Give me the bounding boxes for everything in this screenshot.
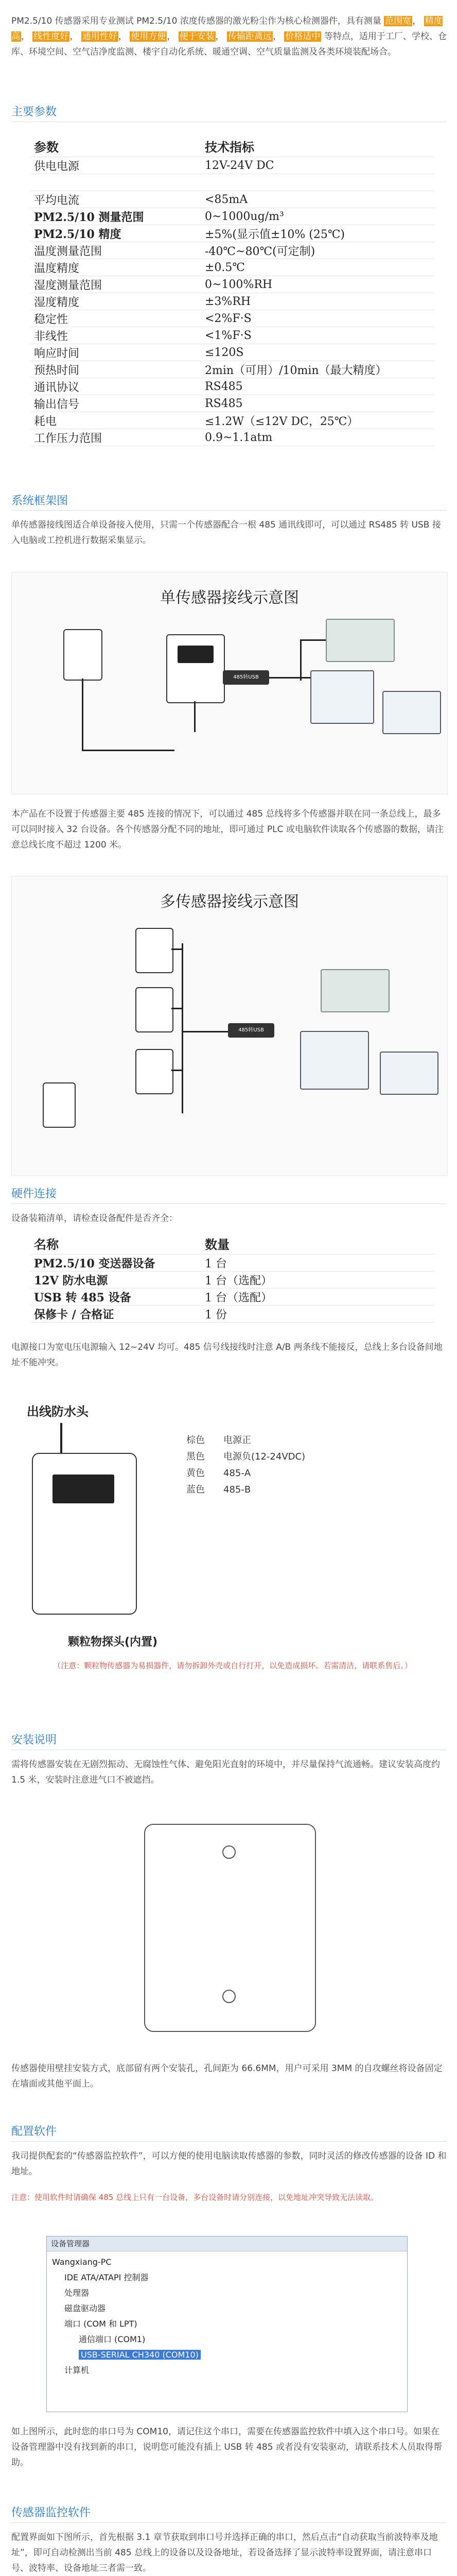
spec-row bbox=[31, 344, 434, 361]
usb485-adapter-icon: 485转USB bbox=[223, 670, 269, 685]
spec-row bbox=[31, 174, 434, 191]
tree-item-com1[interactable]: 通信端口 (COM1) bbox=[79, 2334, 146, 2344]
spec-value: <2%F·S bbox=[202, 310, 434, 327]
spec-value: ±0.5℃ bbox=[202, 259, 434, 276]
packing-row bbox=[31, 1272, 434, 1289]
intro-highlight: 传输距离远 bbox=[228, 31, 272, 42]
config-paragraph: 我司提供配套的“传感器监控软件”，可以方便的使用电脑读取传感器的参数，同时灵活的修改传感器的设备 ID 和地址。 bbox=[11, 2151, 447, 2177]
spec-row bbox=[31, 242, 434, 259]
tree-item-root[interactable]: Wangxiang-PC bbox=[52, 2257, 112, 2267]
tree-item[interactable]: IDE ATA/ATAPI 控制器 bbox=[64, 2273, 149, 2282]
plc-icon bbox=[326, 619, 395, 662]
spec-value: 0.9~1.1atm bbox=[202, 429, 434, 446]
bus-cable bbox=[300, 639, 302, 681]
spec-key: 稳定性 bbox=[31, 310, 202, 327]
single-wiring-figure bbox=[11, 572, 448, 794]
sensor-back-icon bbox=[144, 1824, 316, 2032]
sensor-screen bbox=[178, 646, 214, 663]
monitor-paragraph: 配置界面如下图所示，首先根据 3.1 章节获取到串口号并选择正确的串口，然后点击“自动获取当前波特率及地址”，即可自动检测出当前 485 总线上的设备以及设备地址，若设备选择了显示波特率设置界面，请注意串口号、波特率、设备地址三者需一致。 bbox=[11, 2532, 438, 2573]
wire-function: 电源正 bbox=[223, 1435, 251, 1446]
bus-cable bbox=[171, 1008, 183, 1009]
intro-text-end: 等特点，适用于工厂、学校、仓库、环境空间、空气洁净度监测、楼宇自动化系统、暖通空调、空气质量监测及各类环境装配场合。 bbox=[11, 31, 447, 57]
config-note: 注意：使用软件时请确保 485 总线上只有一台设备，多台设备时请分别连接，以免地址冲突导致无法读取。 bbox=[11, 2193, 379, 2202]
intro-highlight: 价格适中 bbox=[285, 31, 321, 42]
signal-cable bbox=[194, 701, 196, 732]
wire-color: 棕色 bbox=[186, 1435, 205, 1446]
config-after: 如上图所示，此时您的串口号为 COM10，请记住这个串口，需要在传感器监控软件中填入这个串口号。如果在设备管理器中没有找到新的串口，说明您可能没有插上 USB 转 485 或者没有安装驱动，请联系技术人员取得帮助。 bbox=[11, 2427, 442, 2468]
window-title: 设备管理器 bbox=[47, 2236, 407, 2251]
wire-color: 蓝色 bbox=[186, 1484, 205, 1495]
spec-key: PM2.5/10 测量范围 bbox=[31, 208, 202, 225]
spec-value: 0~100%RH bbox=[202, 276, 434, 293]
spec-row bbox=[31, 208, 434, 225]
spec-row bbox=[31, 276, 434, 293]
packing-qty: 1 台（选配） bbox=[202, 1289, 434, 1306]
usb-cable bbox=[269, 677, 315, 679]
intro-highlight: 线性度好 bbox=[33, 31, 69, 42]
spec-value: <1%F·S bbox=[202, 327, 434, 344]
spec-value bbox=[202, 174, 434, 191]
section-title-monitor: 传感器监控软件 bbox=[11, 2506, 91, 2519]
spec-key: 输出信号 bbox=[31, 395, 202, 412]
wire-row bbox=[186, 1465, 305, 1482]
bus-cable bbox=[182, 943, 183, 1113]
multi-wiring-figure bbox=[11, 876, 448, 1176]
packing-name: 12V 防水电源 bbox=[31, 1272, 202, 1289]
spec-row bbox=[31, 310, 434, 327]
spec-key: 通讯协议 bbox=[31, 378, 202, 395]
wall-note: 传感器使用壁挂安装方式，底部留有两个安装孔，孔间距为 66.6MM，用户可采用 3MM 的自攻螺丝将设备固定在墙面或其他平面上。 bbox=[11, 2063, 443, 2089]
packing-header-name: 名称 bbox=[31, 1232, 202, 1255]
pc-icon bbox=[300, 1031, 369, 1090]
intro-highlight: 范围宽 bbox=[385, 16, 412, 26]
spec-value: ±5%(显示值±10% (25℃) bbox=[202, 225, 434, 242]
spec-row bbox=[31, 327, 434, 344]
power-cable bbox=[82, 750, 174, 751]
cable-title: 出线防水头 bbox=[27, 1404, 89, 1419]
plc-icon bbox=[321, 969, 390, 1012]
device-wiring-figure bbox=[11, 1391, 447, 1721]
software-window-icon bbox=[382, 691, 441, 734]
packing-row bbox=[31, 1289, 434, 1306]
wire-function: 电源负(12-24VDC) bbox=[223, 1451, 306, 1462]
spec-key: 温度精度 bbox=[31, 259, 202, 276]
divider bbox=[11, 510, 447, 511]
spec-value: <85mA bbox=[202, 191, 434, 208]
sensor-device-icon bbox=[166, 634, 225, 703]
spec-value: RS485 bbox=[202, 395, 434, 412]
wire-row bbox=[186, 1449, 305, 1465]
pc-icon bbox=[310, 670, 374, 724]
packing-row bbox=[31, 1255, 434, 1272]
intro-highlight: 使用方便 bbox=[131, 31, 166, 42]
sensor-device-icon bbox=[32, 1453, 137, 1615]
spec-row bbox=[31, 157, 434, 174]
mount-hole-icon bbox=[222, 1845, 236, 1859]
power-cable bbox=[82, 679, 83, 751]
wire-row bbox=[186, 1482, 305, 1498]
packing-name: USB 转 485 设备 bbox=[31, 1289, 202, 1306]
spec-value: -40℃~80℃(可定制) bbox=[202, 242, 434, 259]
intro-text-start: PM2.5/10 传感器采用专业测试 PM2.5/10 浓度传感器的激光粉尘作为核心检测器件，具有测量 bbox=[11, 16, 381, 26]
spec-value: 2min（可用）/10min（最大精度） bbox=[202, 361, 434, 378]
usb485-adapter-icon: 485转USB bbox=[228, 1023, 274, 1038]
packing-header-row bbox=[31, 1232, 434, 1255]
hardware-paragraph: 设备装箱清单，请检查设备配件是否齐全： bbox=[11, 1213, 178, 1224]
spec-key: 温度测量范围 bbox=[31, 242, 202, 259]
section-title-hardware: 硬件连接 bbox=[11, 1188, 57, 1200]
packing-row bbox=[31, 1306, 434, 1323]
section-title-system: 系统框架图 bbox=[11, 495, 68, 507]
sensor-screen bbox=[52, 1475, 114, 1503]
tree-item[interactable]: 计算机 bbox=[64, 2365, 90, 2375]
system-paragraph: 单传感器接线图适合单设备接入使用，只需一个传感器配合一根 485 通讯线即可，可以通过 RS485 转 USB 接入电脑或工控机进行数据采集显示。 bbox=[11, 520, 441, 546]
divider bbox=[11, 2522, 447, 2523]
spec-row bbox=[31, 225, 434, 242]
wire-function: 485-A bbox=[223, 1468, 251, 1479]
sensor-device-icon bbox=[135, 987, 173, 1032]
spec-row bbox=[31, 395, 434, 412]
power-note: 电源接口为宽电压电源输入 12~24V 均可。485 信号线接线时注意 A/B 两条线不能接反，总线上多台设备间地址不能冲突。 bbox=[11, 1342, 443, 1368]
spec-value: RS485 bbox=[202, 378, 434, 395]
spec-row bbox=[31, 378, 434, 395]
spec-key: 非线性 bbox=[31, 327, 202, 344]
bus-cable bbox=[300, 639, 326, 641]
spec-key: PM2.5/10 精度 bbox=[31, 225, 202, 242]
software-window-icon bbox=[380, 1052, 438, 1095]
spec-key: 湿度测量范围 bbox=[31, 276, 202, 293]
spec-key: 工作压力范围 bbox=[31, 429, 202, 446]
divider bbox=[11, 2141, 447, 2142]
packing-qty: 1 台 bbox=[202, 1255, 434, 1272]
packing-qty: 1 台（选配） bbox=[202, 1272, 434, 1289]
spec-header-row bbox=[31, 135, 434, 157]
spec-row bbox=[31, 412, 434, 429]
mount-hole-icon bbox=[222, 1990, 236, 2003]
intro-highlight: 通用性好 bbox=[82, 31, 117, 42]
packing-name: 保修卡 / 合格证 bbox=[31, 1306, 202, 1323]
spec-table bbox=[31, 135, 434, 446]
sensor-device-icon bbox=[135, 1049, 173, 1094]
spec-value: ≤1.2W（≤12V DC，25℃） bbox=[202, 412, 434, 429]
tree-item-com10[interactable]: USB-SERIAL CH340 (COM10) bbox=[79, 2350, 201, 2360]
spec-row bbox=[31, 191, 434, 208]
intro-highlight: 便于安装 bbox=[179, 31, 215, 42]
spec-value: 12V-24V DC bbox=[202, 157, 434, 174]
packing-list bbox=[31, 1232, 434, 1323]
single-wiring-title: 单传感器接线示意图 bbox=[160, 589, 299, 607]
wire-row bbox=[186, 1432, 305, 1449]
wall-mount-figure bbox=[113, 1814, 345, 2040]
tree-item-ports[interactable]: 端口 (COM 和 LPT) bbox=[64, 2319, 137, 2329]
power-adapter-icon bbox=[63, 629, 102, 681]
cable bbox=[60, 1423, 62, 1454]
spec-key: 湿度精度 bbox=[31, 293, 202, 310]
power-adapter-icon bbox=[43, 1082, 76, 1128]
spec-header-value: 技术指标 bbox=[202, 135, 434, 157]
intro bbox=[11, 13, 447, 60]
wire-color-list bbox=[186, 1432, 305, 1498]
bus-cable bbox=[171, 948, 183, 950]
spec-value: ±3%RH bbox=[202, 293, 434, 310]
spec-key: 平均电流 bbox=[31, 191, 202, 208]
spec-key: 耗电 bbox=[31, 412, 202, 429]
packing-header-qty: 数量 bbox=[202, 1232, 434, 1255]
sensor-device-icon bbox=[135, 928, 173, 973]
bus-cable bbox=[171, 1070, 183, 1071]
spec-row bbox=[31, 429, 434, 446]
install-paragraph: 需将传感器安装在无剧烈振动、无腐蚀性气体、避免阳光直射的环境中，并尽量保持气流通畅。建议安装高度约 1.5 米，安装时注意进气口不被遮挡。 bbox=[11, 1759, 440, 1785]
section-title-install: 安装说明 bbox=[11, 1734, 57, 1747]
multi-wiring-title: 多传感器接线示意图 bbox=[160, 893, 299, 911]
spec-key bbox=[31, 174, 202, 191]
packing-qty: 1 份 bbox=[202, 1306, 434, 1323]
intro-highlight: 精度高 bbox=[11, 16, 443, 42]
spec-row bbox=[31, 293, 434, 310]
device-tree bbox=[47, 2251, 407, 2381]
probe-warning: （注意：颗粒物传感器为易损器件，请勿拆卸外壳或自行打开，以免造成损坏。若需清洁，请联系售后。） bbox=[53, 1661, 412, 1670]
spec-key: 响应时间 bbox=[31, 344, 202, 361]
intro-paragraph: PM2.5/10 传感器采用专业测试 PM2.5/10 浓度传感器的激光粉尘作为核心检测器件，具有测量 范围宽 ， 精度高 ， 线性度好 ， 通用性好 ， 使用方便 ， 便于安装 ， 传输距离远 ， 价格适中 等特点，适用于工厂、学校、仓库、环境空间、空气洁净度监测、楼宇自动化系统、暖通空调、空气质量监测及各类环境装配场合。 bbox=[11, 16, 447, 57]
spec-value: ≤120S bbox=[202, 344, 434, 361]
section-title-config: 配置软件 bbox=[11, 2125, 57, 2138]
wire-color: 黑色 bbox=[186, 1451, 205, 1462]
wire-color: 黄色 bbox=[186, 1468, 205, 1479]
wire-function: 485-B bbox=[223, 1484, 251, 1495]
packing-list-wrap bbox=[31, 1232, 434, 1323]
spec-value: 0~1000ug/m³ bbox=[202, 208, 434, 225]
spec-table-wrap bbox=[31, 135, 434, 446]
device-manager-window bbox=[46, 2236, 408, 2412]
spec-header-key: 参数 bbox=[31, 135, 202, 157]
spec-key: 供电电源 bbox=[31, 157, 202, 174]
spec-key: 预热时间 bbox=[31, 361, 202, 378]
spec-row bbox=[31, 361, 434, 378]
tree-item[interactable]: 处理器 bbox=[64, 2288, 90, 2298]
section-title-specs: 主要参数 bbox=[11, 106, 57, 118]
system-paragraph-2: 本产品在不设置于传感器主要 485 连接的情况下，可以通过 485 总线将多个传感器并联在同一条总线上，最多可以同时接入 32 台设备。各个传感器分配不同的地址，即可通过 PLC 或电脑软件读取各个传感器的数据，请注意总线长度不超过 1200 米。 bbox=[11, 809, 444, 850]
spec-row bbox=[31, 259, 434, 276]
packing-name: PM2.5/10 变送器设备 bbox=[31, 1255, 202, 1272]
tree-item[interactable]: 磁盘驱动器 bbox=[64, 2303, 106, 2313]
probe-title: 颗粒物探头(内置) bbox=[68, 1636, 158, 1649]
